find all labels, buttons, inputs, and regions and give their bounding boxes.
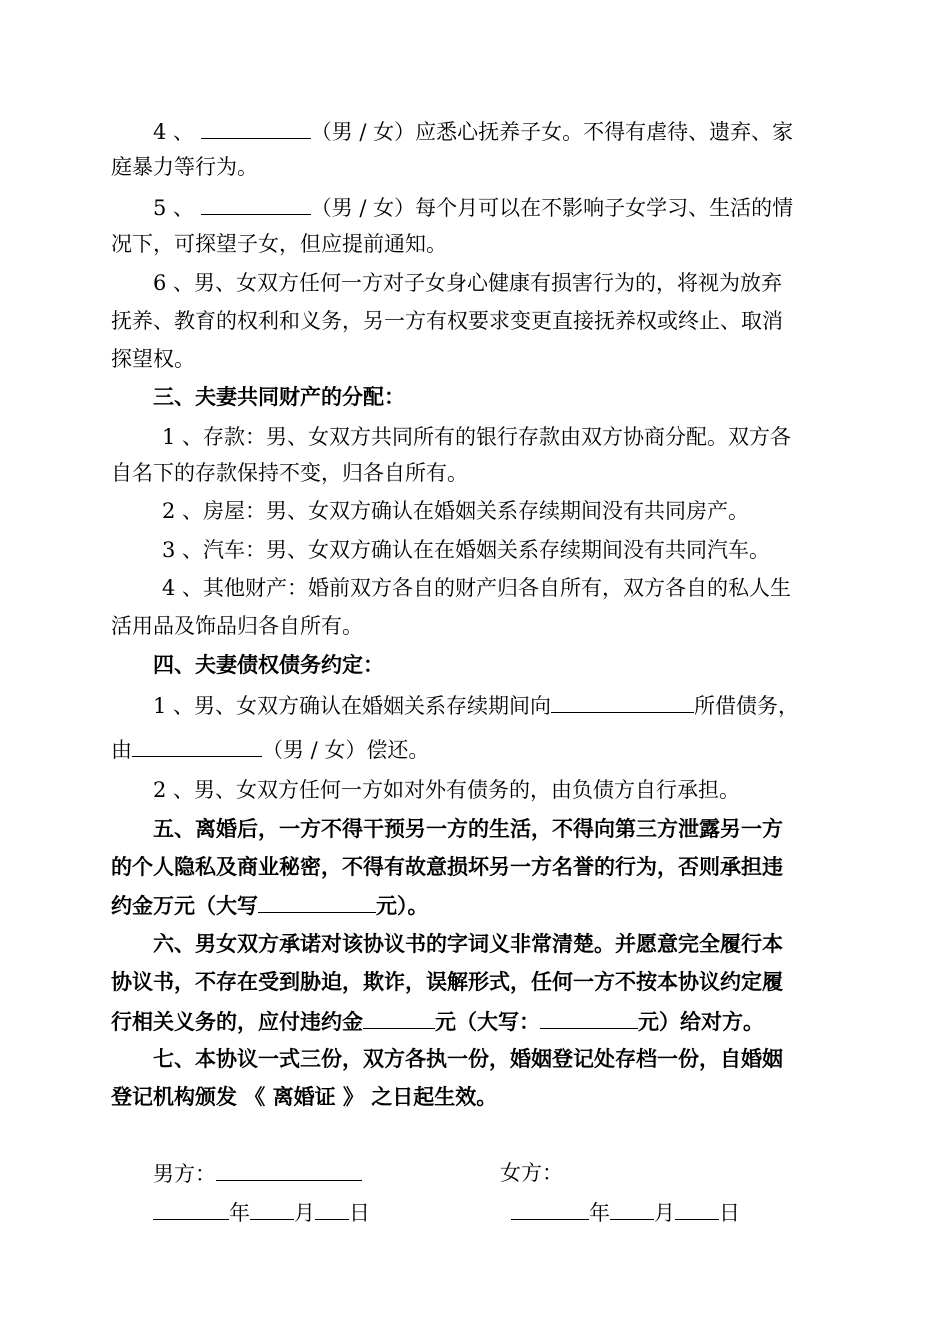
clause-4-number: 4 、 — [153, 120, 195, 144]
blank-line — [201, 192, 311, 215]
month-label: 月 — [654, 1201, 675, 1225]
clause-4-line-2: 庭暴力等行为。 — [111, 155, 258, 179]
clause-five-line-1: 五、离婚后，一方不得干预另一方的生活，不得向第三方泄露另一方 — [153, 816, 783, 841]
debt-1-line-2 — [111, 734, 429, 765]
clause-five-line-2: 的个人隐私及商业秘密，不得有故意损坏另一方名誉的行为，否则承担违 — [111, 854, 783, 879]
year-blank — [153, 1197, 229, 1220]
property-1-line-2: 自名下的存款保持不变，归各自所有。 — [111, 461, 468, 485]
debt-1-text-d: （男 / 女）偿还。 — [262, 738, 430, 762]
clause-five-line-3 — [111, 890, 429, 921]
female-date-line — [511, 1197, 740, 1228]
clause-6-line-1: 6 、男、女双方任何一方对子女身心健康有损害行为的，将视为放弃 — [153, 271, 783, 295]
year-blank — [511, 1197, 589, 1220]
debt-2: 2 、男、女双方任何一方如对外有债务的，由负债方自行承担。 — [153, 778, 741, 802]
clause-six-text-a: 行相关义务的，应付违约金 — [111, 1009, 363, 1034]
day-label: 日 — [719, 1201, 740, 1225]
day-blank — [675, 1197, 719, 1220]
debt-1-text-c: 由 — [111, 738, 132, 762]
female-label: 女方： — [500, 1161, 563, 1185]
male-date-line — [153, 1197, 370, 1228]
clause-5-line-2: 况下，可探望子女，但应提前通知。 — [111, 232, 447, 256]
clause-5-number: 5 、 — [153, 196, 195, 220]
male-label: 男方： — [153, 1162, 216, 1186]
property-3: 3 、汽车：男、女双方确认在在婚姻关系存续期间没有共同汽车。 — [162, 538, 771, 562]
section-3-heading: 三、夫妻共同财产的分配： — [153, 384, 405, 409]
year-label: 年 — [589, 1201, 610, 1225]
month-blank — [610, 1197, 654, 1220]
day-label: 日 — [349, 1201, 370, 1225]
blank-line — [258, 890, 376, 913]
year-label: 年 — [229, 1201, 250, 1225]
property-4-line-2: 活用品及饰品归各自所有。 — [111, 614, 363, 638]
debt-1-line-1 — [153, 690, 799, 721]
clause-five-text-a: 约金万元（大写 — [111, 893, 258, 918]
clause-6-line-2: 抚养、教育的权利和义务，另一方有权要求变更直接抚养权或终止、取消 — [111, 309, 783, 333]
section-4-heading: 四、夫妻债权债务约定： — [153, 652, 384, 677]
debt-1-text-a: 1 、男、女双方确认在婚姻关系存续期间向 — [153, 694, 552, 718]
clause-six-line-1: 六、男女双方承诺对该协议书的字词义非常清楚。并愿意完全履行本 — [153, 931, 783, 956]
clause-6-line-3: 探望权。 — [111, 347, 195, 371]
clause-seven-line-2: 登记机构颁发 《 离婚证 》 之日起生效。 — [111, 1084, 498, 1109]
clause-six-line-3 — [111, 1006, 764, 1037]
clause-4-line-1 — [153, 116, 793, 147]
debt-1-text-b: 所借债务， — [694, 694, 800, 718]
clause-5-text: （男 / 女）每个月可以在不影响子女学习、生活的情 — [310, 196, 794, 220]
male-signature-line — [153, 1158, 362, 1189]
female-signature-line — [500, 1158, 563, 1188]
property-4-line-1: 4 、其他财产：婚前双方各自的财产归各自所有，双方各自的私人生 — [162, 576, 792, 600]
blank-line — [551, 690, 694, 713]
clause-six-text-c: 元）给对方。 — [638, 1009, 764, 1034]
blank-line — [201, 116, 311, 139]
blank-line — [132, 734, 262, 757]
blank-line — [540, 1006, 638, 1029]
blank-line — [363, 1006, 435, 1029]
clause-4-text: （男 / 女）应悉心抚养子女。不得有虐待、遗弃、家 — [310, 120, 794, 144]
clause-5-line-1 — [153, 192, 793, 223]
property-2: 2 、房屋：男、女双方确认在婚姻关系存续期间没有共同房产。 — [162, 499, 750, 523]
clause-five-text-b: 元）。 — [376, 893, 429, 918]
male-signature-blank — [216, 1158, 362, 1181]
clause-six-text-b: 元（大写： — [435, 1009, 540, 1034]
property-1-line-1: 1 、存款：男、女双方共同所有的银行存款由双方协商分配。双方各 — [162, 425, 792, 449]
month-label: 月 — [294, 1201, 315, 1225]
clause-six-line-2: 协议书，不存在受到胁迫，欺诈，误解形式，任何一方不按本协议约定履 — [111, 969, 783, 994]
month-blank — [250, 1197, 294, 1220]
day-blank — [315, 1197, 349, 1220]
clause-seven-line-1: 七、本协议一式三份，双方各执一份，婚姻登记处存档一份，自婚姻 — [153, 1046, 783, 1071]
